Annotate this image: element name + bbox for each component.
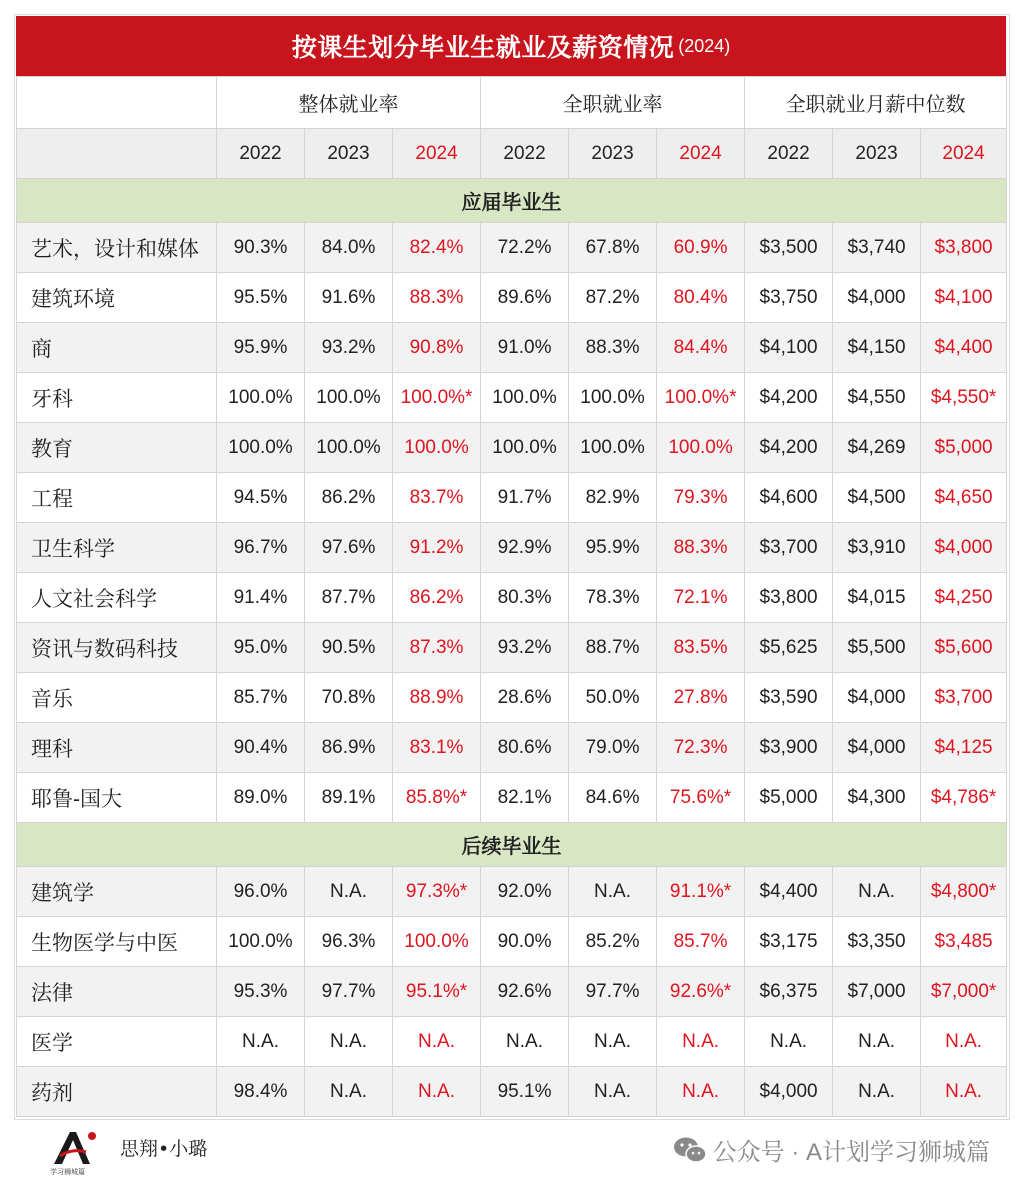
value-cell: 100.0% (657, 423, 745, 473)
value-cell: 82.1% (481, 773, 569, 823)
value-cell: 91.6% (305, 273, 393, 323)
value-cell: $4,400 (921, 323, 1007, 373)
value-cell: 27.8% (657, 673, 745, 723)
table-row (17, 273, 1007, 323)
value-cell: $3,800 (921, 223, 1007, 273)
value-cell: $3,590 (745, 673, 833, 723)
major-name: 建筑环境 (17, 273, 217, 323)
value-cell: N.A. (305, 1017, 393, 1067)
year-header: 2022 (745, 129, 833, 179)
year-header: 2023 (305, 129, 393, 179)
value-cell: 72.3% (657, 723, 745, 773)
value-cell: 90.8% (393, 323, 481, 373)
value-cell: $7,000* (921, 967, 1007, 1017)
value-cell: 100.0% (569, 373, 657, 423)
value-cell: 78.3% (569, 573, 657, 623)
table-row (17, 373, 1007, 423)
title-year: (2024) (678, 35, 731, 56)
group-header: 全职就业率 (481, 77, 745, 129)
group-header: 全职就业月薪中位数 (745, 77, 1007, 129)
value-cell: 95.1%* (393, 967, 481, 1017)
value-cell: 85.7% (217, 673, 305, 723)
value-cell: 92.9% (481, 523, 569, 573)
value-cell: 88.7% (569, 623, 657, 673)
major-name: 牙科 (17, 373, 217, 423)
signature: 思翔•小璐 (120, 1138, 208, 1160)
value-cell: 80.6% (481, 723, 569, 773)
value-cell: $4,150 (833, 323, 921, 373)
value-cell: $4,125 (921, 723, 1007, 773)
value-cell: N.A. (921, 1017, 1007, 1067)
value-cell: N.A. (393, 1017, 481, 1067)
value-cell: $4,100 (745, 323, 833, 373)
value-cell: N.A. (569, 867, 657, 917)
year-header: 2024 (921, 129, 1007, 179)
wechat-account (673, 1132, 990, 1167)
value-cell: 93.2% (305, 323, 393, 373)
value-cell: $3,350 (833, 917, 921, 967)
value-cell: 91.1%* (657, 867, 745, 917)
value-cell: 90.3% (217, 223, 305, 273)
value-cell: $4,800* (921, 867, 1007, 917)
corner-cell (17, 129, 217, 179)
value-cell: 83.5% (657, 623, 745, 673)
table-row (17, 723, 1007, 773)
year-header: 2022 (481, 129, 569, 179)
value-cell: 91.4% (217, 573, 305, 623)
value-cell: $4,650 (921, 473, 1007, 523)
value-cell: $3,700 (745, 523, 833, 573)
value-cell: $3,800 (745, 573, 833, 623)
value-cell: $4,500 (833, 473, 921, 523)
table-row (17, 867, 1007, 917)
value-cell: N.A. (657, 1017, 745, 1067)
value-cell: 97.7% (569, 967, 657, 1017)
value-cell: N.A. (569, 1017, 657, 1067)
value-cell: 90.5% (305, 623, 393, 673)
value-cell: 72.1% (657, 573, 745, 623)
a-letter-lion-logo (46, 1126, 108, 1176)
table-row (17, 1017, 1007, 1067)
value-cell: $4,269 (833, 423, 921, 473)
value-cell: 87.2% (569, 273, 657, 323)
value-cell: N.A. (921, 1067, 1007, 1117)
major-name: 卫生科学 (17, 523, 217, 573)
value-cell: 85.7% (657, 917, 745, 967)
table-row (17, 967, 1007, 1017)
value-cell: 97.7% (305, 967, 393, 1017)
value-cell: 100.0% (217, 917, 305, 967)
value-cell: N.A. (745, 1017, 833, 1067)
value-cell: $5,600 (921, 623, 1007, 673)
value-cell: $4,000 (833, 273, 921, 323)
value-cell: $4,550 (833, 373, 921, 423)
value-cell: $3,500 (745, 223, 833, 273)
title-text: 按课生划分毕业生就业及薪资情况 (291, 34, 675, 62)
value-cell: 86.2% (305, 473, 393, 523)
value-cell: N.A. (217, 1017, 305, 1067)
value-cell: 88.3% (393, 273, 481, 323)
value-cell: $4,200 (745, 423, 833, 473)
table-row (17, 773, 1007, 823)
value-cell: $4,000 (833, 723, 921, 773)
value-cell: 95.1% (481, 1067, 569, 1117)
major-name: 建筑学 (17, 867, 217, 917)
value-cell: $4,786* (921, 773, 1007, 823)
value-cell: N.A. (833, 1067, 921, 1117)
value-cell: 100.0% (217, 373, 305, 423)
year-header: 2024 (393, 129, 481, 179)
value-cell: $6,375 (745, 967, 833, 1017)
value-cell: 100.0% (305, 373, 393, 423)
value-cell: 75.6%* (657, 773, 745, 823)
value-cell: 96.0% (217, 867, 305, 917)
value-cell: 28.6% (481, 673, 569, 723)
value-cell: $3,740 (833, 223, 921, 273)
value-cell: $5,000 (745, 773, 833, 823)
major-name: 人文社会科学 (17, 573, 217, 623)
value-cell: $4,250 (921, 573, 1007, 623)
table-row (17, 1067, 1007, 1117)
value-cell: N.A. (833, 1017, 921, 1067)
value-cell: 91.2% (393, 523, 481, 573)
year-header: 2022 (217, 129, 305, 179)
year-header-row (17, 129, 1007, 179)
value-cell: 92.6% (481, 967, 569, 1017)
value-cell: 79.3% (657, 473, 745, 523)
value-cell: N.A. (833, 867, 921, 917)
value-cell: $3,700 (921, 673, 1007, 723)
value-cell: 82.4% (393, 223, 481, 273)
value-cell: 83.1% (393, 723, 481, 773)
corner-cell (17, 77, 217, 129)
value-cell: 86.9% (305, 723, 393, 773)
value-cell: $5,625 (745, 623, 833, 673)
value-cell: 95.0% (217, 623, 305, 673)
value-cell: $4,300 (833, 773, 921, 823)
wechat-text: 公众号 · A计划学习狮城篇 (712, 1139, 990, 1166)
table-row (17, 223, 1007, 273)
table-row (17, 323, 1007, 373)
value-cell: 84.0% (305, 223, 393, 273)
value-cell: $3,175 (745, 917, 833, 967)
table-row (17, 473, 1007, 523)
value-cell: 72.2% (481, 223, 569, 273)
table-row (17, 423, 1007, 473)
major-name: 资讯与数码科技 (17, 623, 217, 673)
value-cell: 100.0% (481, 423, 569, 473)
value-cell: $4,000 (833, 673, 921, 723)
value-cell: 84.6% (569, 773, 657, 823)
year-header: 2023 (569, 129, 657, 179)
value-cell: 93.2% (481, 623, 569, 673)
value-cell: 85.8%* (393, 773, 481, 823)
value-cell: 60.9% (657, 223, 745, 273)
value-cell: 96.3% (305, 917, 393, 967)
value-cell: $4,015 (833, 573, 921, 623)
major-name: 商 (17, 323, 217, 373)
value-cell: 80.3% (481, 573, 569, 623)
table-row (17, 623, 1007, 673)
value-cell: 91.0% (481, 323, 569, 373)
value-cell: 92.0% (481, 867, 569, 917)
value-cell: 89.6% (481, 273, 569, 323)
employment-salary-table (16, 76, 1007, 1117)
value-cell: 96.7% (217, 523, 305, 573)
logo-text: 学习狮城篇 (50, 1168, 85, 1176)
section-label: 应届毕业生 (17, 179, 1007, 223)
value-cell: 92.6%* (657, 967, 745, 1017)
year-header: 2024 (657, 129, 745, 179)
value-cell: 100.0% (569, 423, 657, 473)
value-cell: 100.0% (393, 917, 481, 967)
value-cell: 98.4% (217, 1067, 305, 1117)
value-cell: 70.8% (305, 673, 393, 723)
value-cell: 80.4% (657, 273, 745, 323)
major-name: 理科 (17, 723, 217, 773)
major-name: 教育 (17, 423, 217, 473)
value-cell: 94.5% (217, 473, 305, 523)
major-name: 耶鲁-国大 (17, 773, 217, 823)
major-name: 艺术，设计和媒体 (17, 223, 217, 273)
value-cell: 88.3% (569, 323, 657, 373)
value-cell: 83.7% (393, 473, 481, 523)
group-header-row (17, 77, 1007, 129)
value-cell: N.A. (657, 1067, 745, 1117)
value-cell: $3,900 (745, 723, 833, 773)
value-cell: N.A. (481, 1017, 569, 1067)
value-cell: 91.7% (481, 473, 569, 523)
value-cell: 87.7% (305, 573, 393, 623)
value-cell: $4,000 (745, 1067, 833, 1117)
table-title (16, 16, 1006, 76)
value-cell: $4,400 (745, 867, 833, 917)
value-cell: $7,000 (833, 967, 921, 1017)
value-cell: N.A. (305, 867, 393, 917)
section-row (17, 823, 1007, 867)
section-label: 后续毕业生 (17, 823, 1007, 867)
value-cell: 100.0% (217, 423, 305, 473)
value-cell: 88.9% (393, 673, 481, 723)
value-cell: 97.3%* (393, 867, 481, 917)
major-name: 药剂 (17, 1067, 217, 1117)
value-cell: N.A. (393, 1067, 481, 1117)
value-cell: 87.3% (393, 623, 481, 673)
table-row (17, 573, 1007, 623)
table-body (17, 179, 1007, 1117)
value-cell: 88.3% (657, 523, 745, 573)
value-cell: $4,550* (921, 373, 1007, 423)
value-cell: 85.2% (569, 917, 657, 967)
value-cell: $4,000 (921, 523, 1007, 573)
value-cell: 90.0% (481, 917, 569, 967)
table-row (17, 673, 1007, 723)
value-cell: 86.2% (393, 573, 481, 623)
value-cell: $4,200 (745, 373, 833, 423)
group-header: 整体就业率 (217, 77, 481, 129)
value-cell: 50.0% (569, 673, 657, 723)
value-cell: 95.5% (217, 273, 305, 323)
major-name: 法律 (17, 967, 217, 1017)
value-cell: 90.4% (217, 723, 305, 773)
value-cell: N.A. (305, 1067, 393, 1117)
major-name: 医学 (17, 1017, 217, 1067)
value-cell: 82.9% (569, 473, 657, 523)
value-cell: N.A. (569, 1067, 657, 1117)
value-cell: 79.0% (569, 723, 657, 773)
value-cell: 95.3% (217, 967, 305, 1017)
value-cell: 95.9% (569, 523, 657, 573)
value-cell: 95.9% (217, 323, 305, 373)
value-cell: 67.8% (569, 223, 657, 273)
major-name: 音乐 (17, 673, 217, 723)
value-cell: $3,750 (745, 273, 833, 323)
value-cell: $4,100 (921, 273, 1007, 323)
wechat-icon (673, 1136, 707, 1164)
major-name: 工程 (17, 473, 217, 523)
year-header: 2023 (833, 129, 921, 179)
value-cell: 100.0%* (393, 373, 481, 423)
footer (16, 1120, 1006, 1180)
value-cell: 100.0% (481, 373, 569, 423)
value-cell: 89.0% (217, 773, 305, 823)
major-name: 生物医学与中医 (17, 917, 217, 967)
value-cell: 97.6% (305, 523, 393, 573)
value-cell: 100.0%* (657, 373, 745, 423)
value-cell: $5,000 (921, 423, 1007, 473)
value-cell: 89.1% (305, 773, 393, 823)
table-row (17, 523, 1007, 573)
value-cell: $5,500 (833, 623, 921, 673)
value-cell: 100.0% (305, 423, 393, 473)
value-cell: 100.0% (393, 423, 481, 473)
section-row (17, 179, 1007, 223)
table-row (17, 917, 1007, 967)
value-cell: 84.4% (657, 323, 745, 373)
value-cell: $3,910 (833, 523, 921, 573)
value-cell: $4,600 (745, 473, 833, 523)
value-cell: $3,485 (921, 917, 1007, 967)
